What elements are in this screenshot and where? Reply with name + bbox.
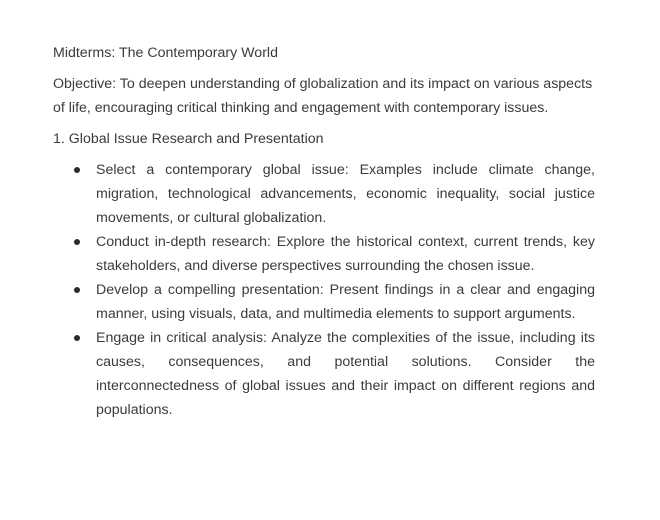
bullet-icon xyxy=(74,335,80,341)
document-body xyxy=(53,42,595,422)
bullet-icon xyxy=(74,287,80,293)
list-item-text: Select a contemporary global issue: Examples include climate change, migration, technological advancements, economic inequality, social justice movements, or cultural globalization. xyxy=(96,162,595,226)
list-item-text: Develop a compelling presentation: Present findings in a clear and engaging manner, using visuals, data, and multimedia elements to support arguments. xyxy=(96,282,595,322)
list-item xyxy=(53,158,595,230)
list-item-text: Conduct in-depth research: Explore the historical context, current trends, key stakeholders, and diverse perspectives surrounding the chosen issue. xyxy=(96,234,595,274)
bullet-icon xyxy=(74,239,80,245)
document-title: Midterms: The Contemporary World xyxy=(53,45,278,61)
bullet-icon xyxy=(74,167,80,173)
section-heading: 1. Global Issue Research and Presentation xyxy=(53,131,324,147)
list-item xyxy=(53,230,595,278)
list-item-text: Engage in critical analysis: Analyze the complexities of the issue, including its causes, consequences, and potential solutions. Consider the interconnectedness of global issues and their impact on different regions and populations. xyxy=(96,330,595,418)
bullet-list xyxy=(53,158,595,422)
list-item xyxy=(53,278,595,326)
list-item xyxy=(53,326,595,422)
objective-paragraph: Objective: To deepen understanding of globalization and its impact on various aspects of life, encouraging critical thinking and engagement with contemporary issues. xyxy=(53,76,593,116)
